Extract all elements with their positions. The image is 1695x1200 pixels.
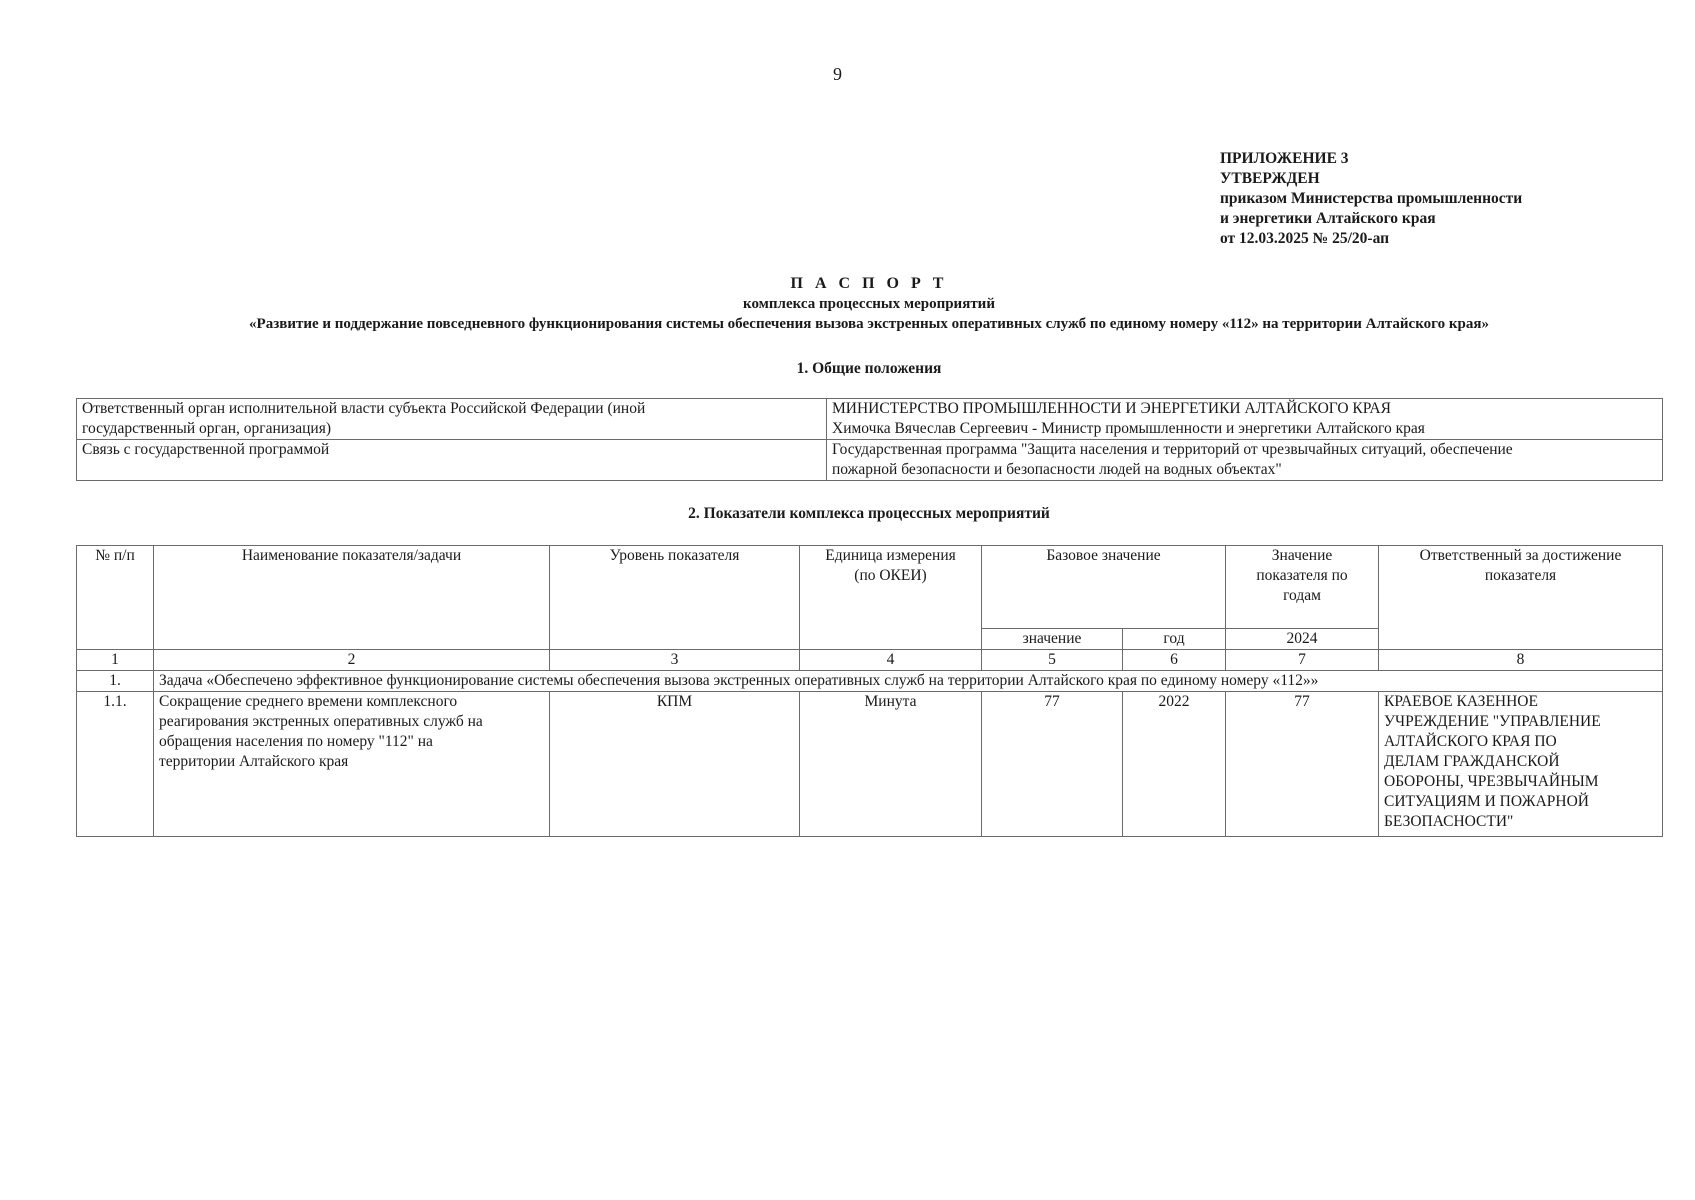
header-level: Уровень показателя — [550, 546, 800, 650]
header-unit-line: (по ОКЕИ) — [854, 567, 927, 584]
col-number: 4 — [800, 650, 982, 671]
header-by-years-line: годам — [1283, 587, 1321, 604]
section2-title: 2. Показатели комплекса процессных мероприятий — [688, 505, 1050, 522]
indicator-name-line: территории Алтайского края — [159, 753, 349, 770]
indicator-name-line: Сокращение среднего времени комплексного — [159, 693, 458, 710]
col-number: 3 — [550, 650, 800, 671]
label-text: государственный орган, организация) — [82, 420, 331, 437]
header-name: Наименование показателя/задачи — [154, 546, 550, 650]
approval-line: от 12.03.2025 № 25/20-ап — [1220, 230, 1390, 247]
value-text: МИНИСТЕРСТВО ПРОМЫШЛЕННОСТИ И ЭНЕРГЕТИКИ АЛТАЙСКОГО КРАЯ — [832, 400, 1391, 417]
header-base: Базовое значение — [982, 546, 1226, 629]
responsible-line: УЧРЕЖДЕНИЕ "УПРАВЛЕНИЕ — [1384, 713, 1601, 730]
label-text: Ответственный орган исполнительной власти субъекта Российской Федерации (иной — [82, 400, 646, 417]
approval-line: УТВЕРЖДЕН — [1220, 170, 1320, 187]
indicator-row — [77, 692, 1663, 837]
table-header-row — [77, 546, 1663, 629]
header-by-years — [1226, 546, 1379, 629]
indicator-name-line: реагирования экстренных оперативных служб на — [159, 713, 483, 730]
responsible-line: КРАЕВОЕ КАЗЕННОЕ — [1384, 693, 1538, 710]
indicator-base-value: 77 — [982, 692, 1123, 837]
value-text: Химочка Вячеслав Сергеевич - Министр промышленности и энергетики Алтайского края — [832, 420, 1425, 437]
label-cell — [77, 399, 827, 440]
program-name: «Развитие и поддержание повседневного функционирования системы обеспечения вызова экстренных оперативных служб по единому номеру «112» на территории Алтайского края» — [249, 316, 1489, 332]
approval-line: приказом Министерства промышленности — [1220, 190, 1523, 207]
indicator-base-year: 2022 — [1123, 692, 1226, 837]
col-number: 5 — [982, 650, 1123, 671]
approval-stamp — [1220, 149, 1660, 249]
label-text: Связь с государственной программой — [82, 441, 330, 458]
value-text: Государственная программа "Защита населения и территорий от чрезвычайных ситуаций, обеспечение — [832, 441, 1513, 458]
header-num: № п/п — [77, 546, 154, 650]
indicator-level: КПМ — [550, 692, 800, 837]
approval-line: ПРИЛОЖЕНИЕ 3 — [1220, 150, 1349, 167]
col-number: 6 — [1123, 650, 1226, 671]
header-by-years-line: показателя по — [1256, 567, 1348, 584]
responsible-line: БЕЗОПАСНОСТИ" — [1384, 813, 1514, 830]
responsible-line: ОБОРОНЫ, ЧРЕЗВЫЧАЙНЫМ — [1384, 773, 1599, 790]
header-responsible-line: показателя — [1484, 567, 1557, 584]
indicator-value-2024: 77 — [1226, 692, 1379, 837]
page-number: 9 — [833, 64, 842, 84]
responsible-line: ДЕЛАМ ГРАЖДАНСКОЙ — [1384, 753, 1560, 770]
indicator-responsible — [1379, 692, 1663, 837]
col-number: 2 — [154, 650, 550, 671]
header-responsible — [1379, 546, 1663, 650]
indicator-name-line: обращения населения по номеру "112" на — [159, 733, 433, 750]
indicator-num: 1.1. — [77, 692, 154, 837]
indicators-table — [76, 545, 1663, 837]
document-subtitle: комплекса процессных мероприятий — [743, 296, 995, 312]
task-text: Задача «Обеспечено эффективное функционирование системы обеспечения вызова экстренных оперативных служб на территории Алтайского края по единому номеру «112»» — [154, 671, 1663, 692]
column-number-row — [77, 650, 1663, 671]
value-text: пожарной безопасности и безопасности людей на водных объектах" — [832, 461, 1282, 478]
header-year-2024: 2024 — [1226, 629, 1379, 650]
header-by-years-line: Значение — [1271, 547, 1333, 564]
section1-title: 1. Общие положения — [796, 360, 942, 377]
value-cell — [827, 440, 1663, 481]
task-row — [77, 671, 1663, 692]
header-responsible-line: Ответственный за достижение — [1419, 547, 1622, 564]
header-unit — [800, 546, 982, 650]
responsible-line: СИТУАЦИЯМ И ПОЖАРНОЙ — [1384, 793, 1589, 810]
responsible-line: АЛТАЙСКОГО КРАЯ ПО — [1384, 733, 1557, 750]
document-title: П А С П О Р Т — [790, 275, 948, 292]
general-provisions-table — [76, 398, 1663, 481]
document-header — [76, 274, 1662, 334]
header-unit-line: Единица измерения — [825, 547, 956, 564]
task-num: 1. — [77, 671, 154, 692]
col-number: 1 — [77, 650, 154, 671]
indicator-name — [154, 692, 550, 837]
table-row — [77, 440, 1663, 481]
approval-line: и энергетики Алтайского края — [1220, 210, 1436, 227]
table-row — [77, 399, 1663, 440]
label-cell — [77, 440, 827, 481]
indicator-unit: Минута — [800, 692, 982, 837]
value-cell — [827, 399, 1663, 440]
col-number: 8 — [1379, 650, 1663, 671]
col-number: 7 — [1226, 650, 1379, 671]
header-base-year: год — [1123, 629, 1226, 650]
header-base-value: значение — [982, 629, 1123, 650]
